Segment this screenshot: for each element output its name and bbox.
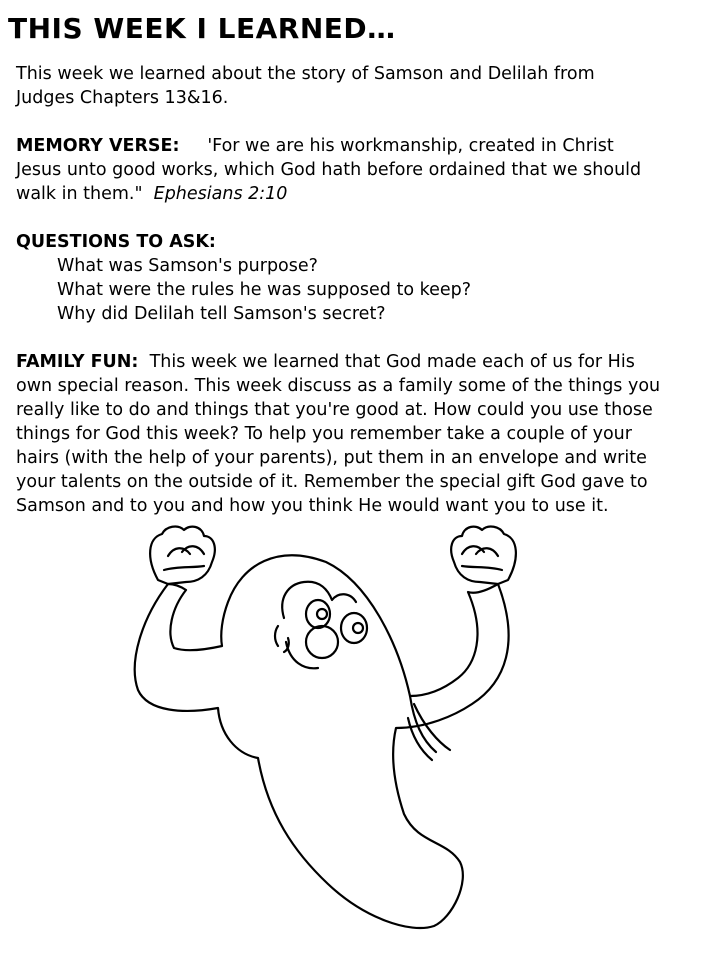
strong-cartoon-figure-icon — [128, 522, 538, 942]
left-pupil — [317, 609, 327, 619]
worksheet-body — [16, 62, 706, 518]
questions-label: QUESTIONS TO ASK: — [16, 232, 216, 252]
memory-verse-line-2: Jesus unto good works, which God hath before ordained that we should — [16, 160, 642, 180]
left-fist-fingers — [164, 546, 204, 570]
memory-verse-line-3 — [16, 182, 706, 206]
cheek-line — [275, 626, 278, 646]
memory-verse-label: MEMORY VERSE: — [16, 136, 180, 156]
intro-line-2: Judges Chapters 13&16. — [16, 88, 229, 108]
nose — [306, 626, 338, 658]
memory-verse-line-1 — [16, 134, 706, 158]
memory-verse-text-1: 'For we are his workmanship, created in Christ — [207, 136, 614, 156]
mouth — [284, 638, 318, 668]
intro-line-1: This week we learned about the story of Samson and Delilah from — [16, 64, 595, 84]
right-pupil — [353, 623, 363, 633]
family-fun-line: things for God this week? To help you remember take a couple of your — [16, 424, 632, 444]
right-fist-fingers — [462, 546, 502, 570]
question-item: What were the rules he was supposed to keep? — [57, 280, 472, 300]
question-item: What was Samson's purpose? — [57, 256, 318, 276]
family-fun-line: your talents on the outside of it. Remember the special gift God gave to — [16, 472, 648, 492]
family-fun-line: Samson and to you and how you think He would want you to use it. — [16, 496, 609, 516]
family-fun-line: really like to do and things that you're good at. How could you use those — [16, 400, 653, 420]
body-outline — [135, 555, 509, 928]
question-item: Why did Delilah tell Samson's secret? — [57, 304, 386, 324]
family-fun-label: FAMILY FUN: — [16, 352, 139, 372]
page-title: THIS WEEK I LEARNED… — [8, 12, 396, 45]
family-fun-text-1: This week we learned that God made each of us for His — [149, 352, 635, 372]
left-fist — [150, 527, 215, 584]
family-fun-line-1 — [16, 350, 706, 374]
right-fist — [451, 527, 516, 584]
hair-strands — [408, 696, 450, 760]
family-fun-line: own special reason. This week discuss as a family some of the things you — [16, 376, 661, 396]
memory-verse-text-3: walk in them." — [16, 184, 143, 204]
family-fun-line: hairs (with the help of your parents), put them in an envelope and write — [16, 448, 647, 468]
memory-verse-reference: Ephesians 2:10 — [153, 184, 288, 204]
